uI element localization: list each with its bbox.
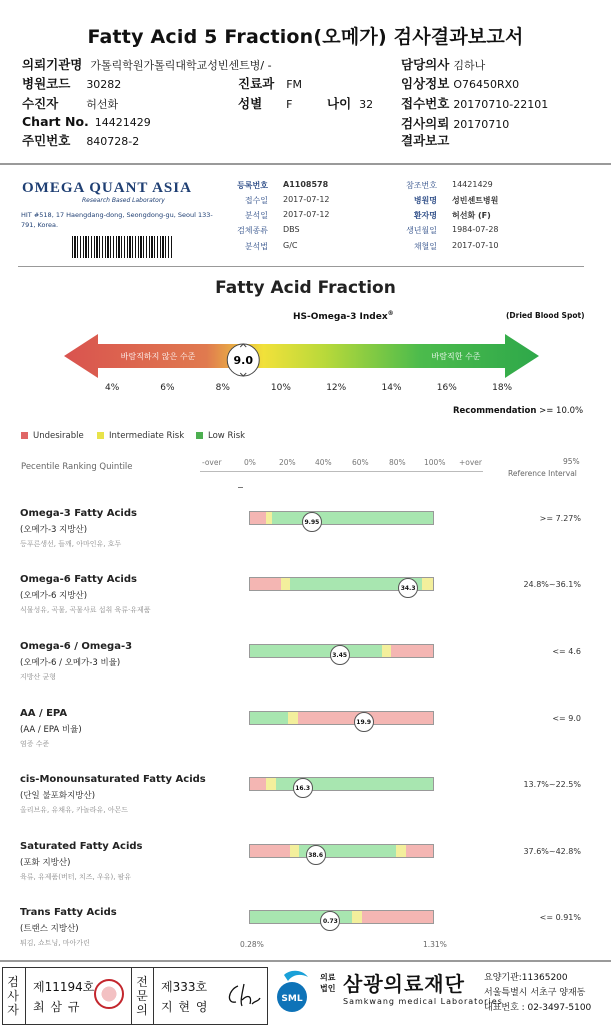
bar-segment (250, 778, 266, 790)
section-title: Trans Fatty Acids (20, 907, 117, 918)
chart-no: Chart No. 14421429 (22, 114, 151, 129)
bar-segment (250, 712, 288, 724)
section-title: Omega-6 / Omega-3 (20, 641, 133, 652)
bar-segment (281, 578, 290, 590)
hospital-name-value: 성빈센트병원 (452, 196, 499, 205)
pct-0: 0% (244, 458, 256, 467)
scale-tick: 4% (105, 383, 120, 393)
specimen-label: 검체종류 (237, 226, 268, 235)
specimen-value: DBS (283, 225, 300, 234)
org-prefix: 의료법인 (320, 973, 336, 993)
doctor-label: 전문의 (136, 975, 148, 1017)
bar-segment (362, 911, 433, 923)
method-label: 분석법 (244, 242, 268, 251)
org-english-name: Samkwang medical Laboratories (343, 997, 503, 1006)
reference-range: <= 4.6 (552, 647, 581, 656)
scale-tick: 14% (381, 383, 402, 393)
result-marker: 34.3 (398, 578, 418, 598)
scale-tick: 18% (492, 383, 513, 393)
bar-segment (250, 578, 281, 590)
lab-address: HIT #518, 17 Haengdang-dong, Seongdong-gu, Seoul 133-791, Korea. (21, 211, 213, 229)
bar-segment (288, 712, 297, 724)
scale-tick: 12% (326, 383, 347, 393)
result-marker: 38.6 (306, 845, 326, 865)
collection-value: 2017-07-10 (452, 241, 499, 250)
lab-divider (18, 266, 584, 267)
section-korean: (포화 지방산) (20, 858, 71, 868)
bar-segment (250, 512, 266, 524)
header-divider (0, 163, 611, 165)
result-marker: 16.3 (293, 778, 313, 798)
axis-max: 1.31% (423, 940, 447, 949)
ref-no-value: 14421429 (452, 180, 493, 189)
reg-no-value: A1108578 (283, 180, 329, 189)
age: 나이 32 (327, 96, 374, 111)
org-code: 요양기관:11365200 (484, 973, 568, 983)
result-marker: 9.95 (302, 512, 322, 532)
reference-range: 24.8%~36.1% (523, 580, 581, 589)
section-desc: 육류, 유제품(버터, 치즈, 우유), 팜유 (20, 873, 132, 881)
section-title: Saturated Fatty Acids (20, 841, 143, 852)
arrow-right-label: 바람직한 수준 (431, 352, 481, 361)
report-title: Fatty Acid 5 Fraction(오메가) 검사결과보고서 (87, 26, 524, 48)
result-marker: 3.45 (330, 645, 350, 665)
bar-segment (391, 645, 433, 657)
result-bar (249, 511, 434, 525)
bar-segment (250, 645, 382, 657)
section-title: Omega-6 Fatty Acids (20, 574, 137, 585)
legend-intermediate: Intermediate Risk (97, 431, 184, 441)
section-korean: (AA / EPA 비율) (20, 725, 82, 735)
sign-divider-1 (25, 967, 26, 1025)
result-marker: 0.73 (320, 911, 340, 931)
pct-80: 80% (389, 458, 406, 467)
fraction-title: Fatty Acid Fraction (215, 278, 396, 298)
receipt-date-label: 접수일 (244, 196, 268, 205)
sex: 성별 F (238, 96, 293, 111)
org-phone: 대표번호 : 02-3497-5100 (484, 1003, 592, 1013)
reference-range: 37.6%~42.8% (523, 847, 581, 856)
sml-logo-text: SML (281, 994, 303, 1004)
test-request: 검사의뢰 20170710 (401, 116, 510, 131)
section-title: Omega-3 Fatty Acids (20, 508, 137, 519)
pct-60: 60% (352, 458, 369, 467)
bar-segment (352, 911, 361, 923)
index-marker (227, 344, 259, 376)
bar-segment (272, 512, 433, 524)
result-bar (249, 844, 434, 858)
bar-segment (266, 778, 275, 790)
reg-no-label: 등록번호 (237, 181, 268, 190)
analysis-date-value: 2017-07-12 (283, 210, 330, 219)
result-report: 결과보고 (401, 133, 450, 148)
collection-label: 채혈일 (413, 242, 437, 251)
dash-mark (238, 487, 243, 488)
patient-label: 환자명 (413, 211, 437, 220)
result-bar (249, 910, 434, 924)
quintile-rule (200, 471, 483, 472)
doctor-no: 제333호 (161, 980, 208, 994)
bar-segment (422, 578, 433, 590)
omega-index-label: HS-Omega-3 Index® (293, 310, 394, 322)
doctor-signature (222, 980, 262, 1010)
omega-index-scale (64, 330, 539, 382)
lab-logo: OMEGA QUANT ASIA (22, 180, 192, 196)
bar-segment (396, 845, 405, 857)
receipt-date-value: 2017-07-12 (283, 195, 330, 204)
section-korean: (오메가-6 지방산) (20, 591, 88, 601)
result-bar (249, 777, 434, 791)
ref-95: 95% (563, 457, 580, 466)
section-title: cis-Monounsaturated Fatty Acids (20, 774, 206, 785)
arrow-left-label: 바람직하지 않은 수준 (120, 352, 196, 361)
section-desc: 튀김, 쇼트닝, 마아가린 (20, 939, 90, 947)
pct-over-high: +over (459, 458, 483, 467)
org-name: 삼광의료재단 (343, 972, 465, 996)
section-desc: 염증 수준 (20, 740, 50, 748)
result-marker: 19.9 (354, 712, 374, 732)
inspector-seal (94, 979, 124, 1009)
inspector-name: 최 삼 규 (33, 1000, 81, 1014)
reference-range: <= 0.91% (539, 913, 581, 922)
hospital-code: 병원코드 30282 (22, 76, 122, 91)
section-title: AA / EPA (20, 708, 68, 719)
legend-low-risk: Low Risk (196, 431, 245, 441)
hospital-name-label: 병원명 (413, 196, 437, 205)
sml-logo (276, 967, 314, 1015)
bar-segment (290, 845, 299, 857)
legend-undesirable: Undesirable (21, 431, 84, 441)
dob-label: 생년월일 (406, 226, 437, 235)
quintile-title: Pecentile Ranking Quintile (21, 462, 133, 472)
bar-segment (406, 845, 433, 857)
section-desc: 등푸른생선, 들깨, 아마인유, 호두 (20, 540, 122, 548)
clinical-info: 임상정보 O76450RX0 (401, 76, 520, 91)
scale-tick: 16% (436, 383, 457, 393)
patient-value: 허선화 (F) (452, 211, 491, 220)
dob-value: 1984-07-28 (452, 225, 499, 234)
attending-doctor: 담당의사 김하나 (401, 57, 486, 72)
inspector-label: 검사자 (7, 975, 19, 1017)
barcode (72, 236, 172, 258)
section-korean: (트랜스 지방산) (20, 924, 79, 934)
pct-100: 100% (424, 458, 446, 467)
reference-range: 13.7%~22.5% (523, 780, 581, 789)
sign-divider-2 (131, 967, 132, 1025)
scale-tick: 10% (270, 383, 291, 393)
pct-20: 20% (279, 458, 296, 467)
dept: 진료과 FM (238, 76, 303, 91)
footer-divider (0, 960, 611, 962)
sign-divider-3 (153, 967, 154, 1025)
pct-40: 40% (315, 458, 332, 467)
analysis-date-label: 분석일 (244, 211, 268, 220)
bar-segment (250, 845, 290, 857)
result-bar (249, 711, 434, 725)
recommendation: Recommendation >= 10.0% (453, 406, 584, 416)
section-korean: (오메가-3 지방산) (20, 525, 88, 535)
pct-over-low: -over (202, 458, 222, 467)
doctor-name: 지 현 영 (161, 1000, 209, 1014)
axis-min: 0.28% (240, 940, 264, 949)
index-value: 9.0 (233, 354, 253, 367)
scale-tick: 8% (215, 383, 230, 393)
section-korean: (단일 불포화지방산) (20, 791, 96, 801)
org-address: 서울특별시 서초구 양재동 (484, 988, 586, 998)
patient-name: 수진자 허선화 (22, 96, 119, 111)
section-korean: (오메가-6 / 오메가-3 비율) (20, 658, 121, 668)
dbs-label: (Dried Blood Spot) (506, 311, 585, 320)
resident-no: 주민번호 840728-2 (22, 133, 140, 148)
section-desc: 식물성유, 곡물, 곡물사료 섭취 육류·유제품 (20, 606, 151, 614)
receipt-no: 접수번호 20170710-22101 (401, 96, 549, 111)
inspector-no: 제11194호 (33, 980, 95, 994)
ref-interval-label: Reference Interval (508, 469, 577, 478)
lab-logo-subtitle: Research Based Laboratory (82, 197, 165, 204)
referral-institution: 의뢰기관명 가톨릭학원가톨릭대학교성빈센트병/ - (22, 57, 272, 72)
bar-segment (382, 645, 391, 657)
section-desc: 지방산 균형 (20, 673, 57, 681)
reference-range: >= 7.27% (539, 514, 581, 523)
section-desc: 올리브유, 유채유, 카놀라유, 아몬드 (20, 806, 129, 814)
scale-tick: 6% (160, 383, 175, 393)
ref-no-label: 참조번호 (406, 181, 437, 190)
method-value: G/C (283, 241, 298, 250)
reference-range: <= 9.0 (552, 714, 581, 723)
